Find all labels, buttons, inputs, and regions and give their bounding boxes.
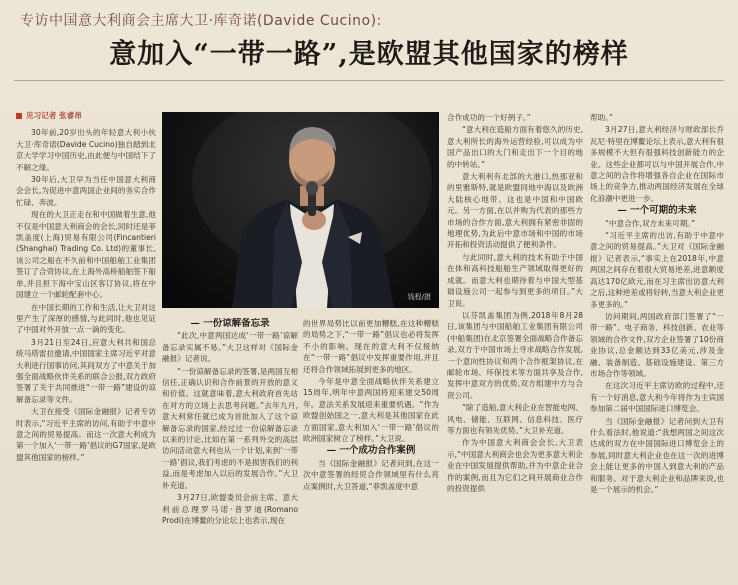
article-column-2 bbox=[162, 318, 298, 580]
article-column-5 bbox=[590, 112, 724, 580]
article-headline: 意加入“一带一路”,是欧盟其他国家的榜样 bbox=[109, 39, 629, 70]
paragraph: 访问期间,两国政府部门签署了“一带一路”、电子商务、科技创新、农业等领域的合作文件,双方企业签署了10份商业协议,总金额达到33亿美元,涉及金融、装备制造、基础设施建设、第三方市场合作等领域。 bbox=[590, 311, 724, 378]
portrait-photo bbox=[162, 112, 439, 308]
photo-credit: 钱程/摄 bbox=[407, 293, 431, 301]
paragraph: 30年前,20岁出头的年轻意大利小伙大卫·库奇诺(Davide Cucino)独自踏到北京大学学习中国历史,由此便与中国结下了不解之缘。 bbox=[16, 128, 156, 172]
paragraph: 意大利利有北部的大港口,热那亚和的里雅斯特,就是欧盟同地中海以及欧洲大陆核心地带。这也是中国和中国欧元。另一方面,在以并购为代表的那些方市场的合作方面,意大利拥有紧密非固的地理优势,为此后中意市场和中国的市场开拓和投资活动提供了便利条件。 bbox=[447, 172, 583, 250]
paragraph: 的世界局势比以前更加糟糕,在这种糟糕的局势之下,“一带一路”倡议也必将发挥不小的影响。现在的意大利不仅接纳在“一带一路”倡议中发挥重要作用,并且还将合作领域拓展到更多的地区。 bbox=[303, 319, 439, 374]
paragraph: 与此同时,意大利的技术有助于中国在体和高科技船舶生产领域取得更好的成就。而意大利也期待着与中国大型基础设施公司一起参与到更多的项目。”大卫说。 bbox=[447, 252, 583, 308]
paragraph: 在中国长期的工作和生活,让大卫对这里产生了深厚的感情,与此同时,他也见证了中国对外开放一点一滴的变化。 bbox=[16, 302, 156, 335]
paragraph: “习近平主席的出访,有助于中意中意之间的贸易提高。”大卫对《国际金融报》记者表示,“事实上在2018年,中意两国之间存在着很大贸易逆差,进意额度高达170亿欧元,而在习主席出访意大利之后,这种逆差或将好转,当意大利企业更多更多的。” bbox=[590, 231, 724, 309]
paragraph: 当《国际金融报》记者问到,在这一次中意签署的经贸合作领域里有什么亮点案例时,大卫答道,“菲凯盖度中意 bbox=[303, 458, 439, 491]
paragraph: 在这次习近平主席访欧的过程中,还有一个好消息,意大利今年将作为主宾国参加第二届中国国际进口博览会。 bbox=[590, 381, 724, 414]
paragraph: 3月27日,意大利经济与财政部长乔瓦尼·特里在博鳌论坛上表示,意大利有很多规模不大但有很强科技创新能力的企业。这些企业都可以与中国开展合作,中意之间的合作将增强各自企业在国际市场上的竞争力,推动两国经济发展在全球化浪潮中更进一步。 bbox=[590, 125, 724, 203]
article-column-4 bbox=[447, 112, 583, 580]
paragraph: 3月27日,欧盟委员会前主席、意大利前总理罗马诺·普罗迪(Romano Prodi)在博鳌的分论坛上也表示,现在 bbox=[162, 493, 298, 525]
paragraph: 现在的大卫正走在和中国做着生意,他不仅是中国意大利商会的会长,同时还是菲凯盖度(上海)贸易有限公司(Fincantieri (Shanghai) Trading Co. Ltd)的董事长,该公司之船在不久前和中国船舶工业集团签订了合资协议,在上海外高桥船舶签下船单,并且担下海中宝山区客订协议,将在中国建立一个邮轮配套中心。 bbox=[16, 210, 156, 300]
byline-marker-icon bbox=[16, 113, 22, 119]
section-subhead: — 一个成功合作案例 bbox=[303, 445, 439, 456]
paragraph: 30年后,大卫早为当任中国意大利商会会长,为促进中意两国企业间的务实合作忙碌、奔波。 bbox=[16, 175, 156, 207]
article-column-3 bbox=[303, 318, 439, 580]
paragraph: 合作成功的一个好例子。” bbox=[447, 113, 531, 122]
paragraph: 以芬凯盖集团为例,2018年8月28日,该集团与中国船舶工业集团有限公司(中船集团)在北京签署全面战略合作备忘录,双方于中国市场上寻求战略合作发展,一个意向性协议和两个合作框架协议,在邮轮市场、环保技术等方面共享及合作,发挥中意双方的优势,双方组建中方与合资公司。 bbox=[447, 310, 583, 400]
paragraph: “此次,中意两国达成‘一带一路’谅解备忘录实属不易。”大卫这样对《国际金融报》记者说。 bbox=[162, 331, 298, 364]
paragraph: 今年是中意全面战略伙伴关系建立15周年,明年中意两国将迎来建交50周年。意法关系发展迎来重要机遇。“作为欧盟创始国之一,意大利是其他国家在此方面国家,意大利加入‘一带一路’倡议的欧洲国家树立了榜样。”大卫说。 bbox=[303, 377, 439, 444]
section-subhead: — 一个可期的未来 bbox=[590, 205, 724, 216]
paragraph: 当《国际金融报》记者问到大卫有什么看法时,他说道:“我想两国之间这次达成的双方在中国国际进口博览会上的参展,同时意大利企业也在这一次的进博会上能让更多的中国人到意大利的产品和服务。对于意大利企业和品牌来说,也是一个展示的机会。” bbox=[590, 416, 724, 494]
article-column-1 bbox=[16, 110, 156, 580]
article-kicker: 专访中国意大利商会主席大卫·库奇诺(Davide Cucino): bbox=[20, 13, 382, 29]
paragraph: 3月21日至24日,应意大利共和国总统马塔雷拉邀请,中国国家主席习近平对意大利进行国事访问,其间双方了中意关于加强全面战略伙伴关系的联合公报,双方政府签署了关于共同推进“一带一路”建设的谅解备忘录等文件。 bbox=[16, 337, 156, 404]
paragraph: “除了造船,意大利企业在智能电网、风电、储能、互联网、信息科技、医疗等方面也有领先优势。”大卫补充道。 bbox=[447, 403, 583, 435]
paragraph: “意大利在造船方面有着悠久的历史,意大利所长的海外运营经验,可以成为中国产品出口的大门和走出下一个目的地的中转站。” bbox=[447, 125, 583, 169]
header-divider bbox=[14, 80, 724, 81]
paragraph: 帮助。” bbox=[590, 113, 613, 122]
section-subhead: — 一份谅解备忘录 bbox=[162, 318, 298, 329]
paragraph: “中意合作,双方未来可期。” bbox=[605, 218, 696, 228]
paragraph: 大卫在接受《国际金融报》记者专访时表示,“习近平主席的访问,有助于中意中意之间的贸易提高。而这一次意大利成为第一个加入‘一带一路’倡议的G7国家,是欧盟其他国家的榜样。” bbox=[16, 407, 156, 462]
byline: 见习记者 张睿昂 bbox=[16, 110, 156, 121]
paragraph: “一份谅解备忘录的签署,是两国互相信任,正确认识和合作前景的开放的意义和价值。这就意味着,意大利政府首先站在对方的立场上去思考问题。”去年九月,意大利常任就已成为首批加入了这个谅解备忘录的国家,经过过一份谅解备忘录以来的讨论,比如在第一系列外交的高层访问活动意大利也从一个计划,来到‘一带一路’倡议,我们考虑的不是损害我们的利益,而是考虑加入以后的发展合作。”大卫补充道。 bbox=[162, 366, 298, 490]
paragraph: 作为中国意大利商会会长,大卫表示,“中国意大利商会也会为更多意大利企业在中国发展提供帮助,并为中意企业合作的案例,而且为它们之间开展商业合作的投资提供 bbox=[447, 438, 583, 493]
person-speaking-image bbox=[162, 112, 439, 308]
